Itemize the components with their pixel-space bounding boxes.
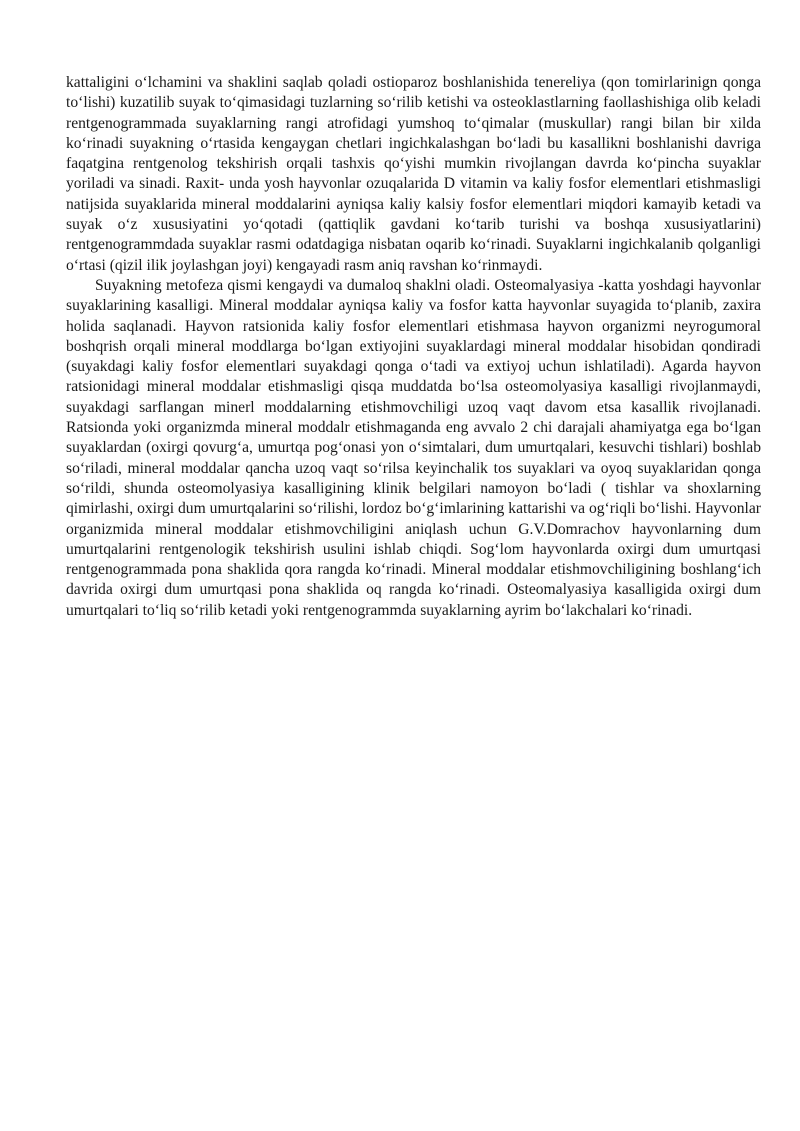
document-page (66, 73, 761, 621)
paragraph-1: kattaligini o‘lchamini va shaklini saqlab qoladi ostioparoz boshlanishida tenereliya (qon tomirlarinign qonga to‘lishi) kuzatilib suyak to‘qimasidagi tuzlarning so‘rilib ketishi va osteoklastlarning faollashishiga olib keladi rentgenogrammada suyaklarning rangi atrofidagi yumshoq to‘qimalar (muskullar) rangi bilan bir xilda ko‘rinadi suyakning o‘rtasida kengaygan chetlari ingichkalashgan bo‘ladi bu kasallikni boshlanishi davriga faqatgina rentgenolog tekshirish orqali tashxis qo‘yishi mumkin rivojlangan davrda ko‘pincha suyaklar yoriladi va sinadi. Raxit- unda yosh hayvonlar ozuqalarida D vitamin va kaliy fosfor elementlari etishmasligi natijsida suyaklarida mineral moddalarini ayniqsa kaliy kalsiy fosfor elementlari miqdori kamayib ketadi va suyak o‘z xususiyatini yo‘qotadi (qattiqlik gavdani ko‘tarib turishi va boshqa xususiyatlarini) rentgenogrammdada suyaklar rasmi odatdagiga nisbatan oqarib ko‘rinadi. Suyaklarni ingichkalanib qolganligi o‘rtasi (qizil ilik joylashgan joyi) kengayadi rasm aniq ravshan ko‘rinmaydi. (66, 74, 761, 274)
paragraph-2: Suyakning metofeza qismi kengaydi va dumaloq shaklni oladi. Osteomalyasiya -katta yoshdagi hayvonlar suyaklarining kasalligi. Mineral moddalar ayniqsa kaliy va fosfor katta hayvonlar suyagida to‘planib, zaxira holida saqlanadi. Hayvon ratsionida kaliy fosfor elementlari etishmasa hayvon organizmi neyrogumoral boshqrish orqali mineral moddlarga bo‘lgan extiyojini suyaklardagi mineral moddalar hisobidan qondiradi (suyakdagi kaliy fosfor elementlari suyakdagi qonga o‘tadi va extiyoj uchun ishlatiladi). Agarda hayvon ratsionidagi mineral moddalar etishmasligi qisqa muddatda bo‘lsa osteomolyasiya kasalligi rivojlanmaydi, suyakdagi sarflangan minerl moddalarning etishmovchiligi uzoq vaqt davom etsa kasallik rivojlanadi. Ratsionda yoki organizmda mineral moddalr etishmaganda eng avvalo 2 chi darajali ahamiyatga ega bo‘lgan suyaklardan (oxirgi qovurg‘a, umurtqa pog‘onasi yon o‘simtalari, dum umurtqalari, kesuvchi tishlari) boshlab so‘riladi, mineral moddalar qancha uzoq vaqt so‘rilsa keyinchalik tos suyaklari va oyoq suyaklaridan qonga so‘rildi, shunda osteomolyasiya kasalligining klinik belgilari namoyon bo‘ladi ( tishlar va shoxlarning qimirlashi, oxirgi dum umurtqalarini so‘rilishi, lordoz bo‘g‘imlarining kattarishi va og‘riqli bo‘lishi. Hayvonlar organizmida mineral moddalar etishmovchiligini aniqlash uchun G.V.Domrachov hayvonlarning dum umurtqalarini rentgenologik tekshirish usulini ishlab chiqdi. Sog‘lom hayvonlarda oxirgi dum umurtqasi rentgenogrammada pona shaklida qora rangda ko‘rinadi. Mineral moddalar etishmovchiligining boshlang‘ich davrida oxirgi dum umurtqasi pona shaklida oq rangda ko‘rinadi. Osteomalyasiya kasalligida oxirgi dum umurtqalari to‘liq so‘rilib ketadi yoki rentgenogrammda suyaklarning ayrim bo‘lakchalari ko‘rinadi. (66, 276, 761, 619)
